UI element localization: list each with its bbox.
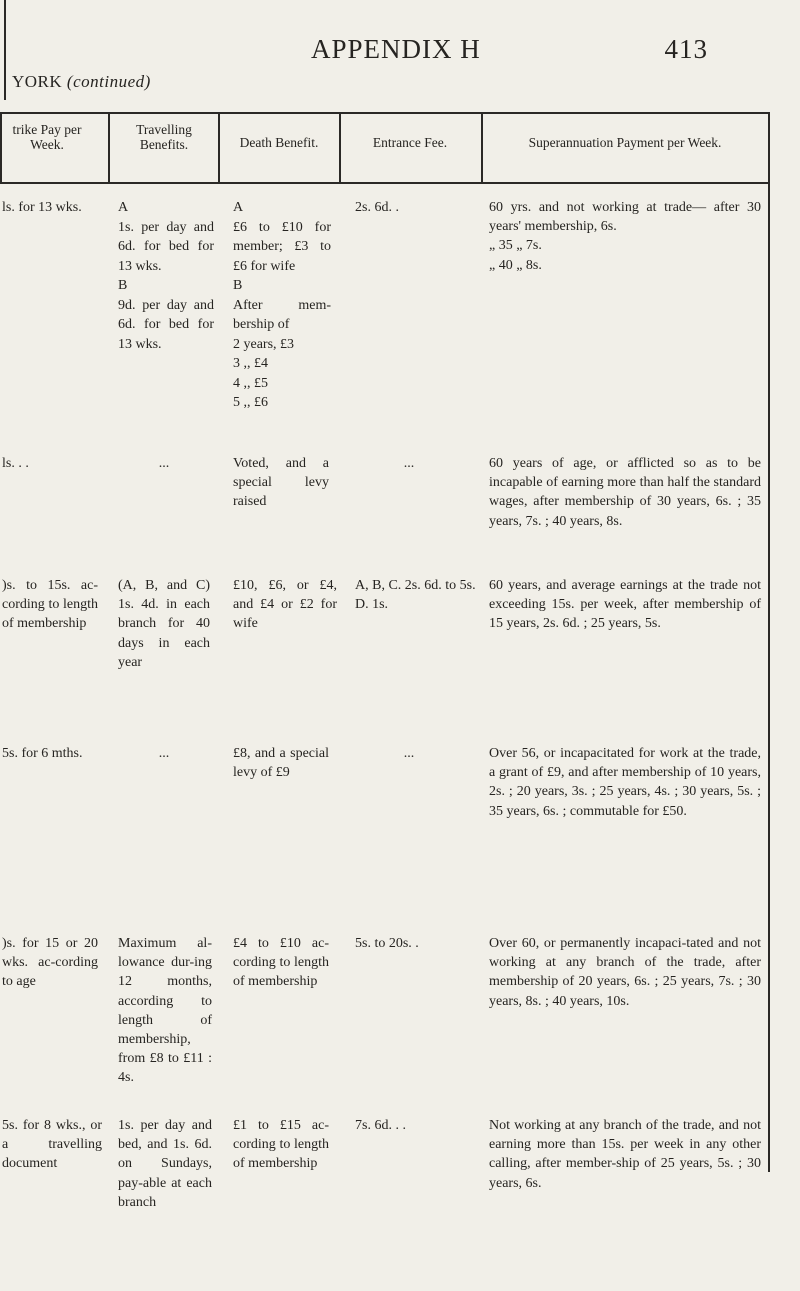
table-cell-superannuation: Over 56, or incapacitated for work at the trade, a grant of £9, and after membership of 10 years, 2s. ; 20 years, 3s. ; 25 years, 4s. ; 30 years, 5s. ; 35 years, 6s. ; commutable for £50. bbox=[489, 746, 761, 819]
table-cell-death-benefit: Voted, and a special levy raised bbox=[233, 456, 329, 510]
table-cell-strike-pay: ls. for 13 wks. bbox=[2, 200, 82, 215]
table-cell-entrance-fee: 7s. 6d. . . bbox=[355, 1118, 406, 1133]
table-cell-entrance-fee: A, B, C. 2s. 6d. to 5s. D. 1s. bbox=[355, 578, 476, 613]
section-title bbox=[12, 72, 151, 92]
header-bottom-rule bbox=[0, 182, 770, 184]
column-header-entrance-fee: Entrance Fee. bbox=[372, 135, 448, 150]
column-header-strike-pay: trike Pay per Week. bbox=[12, 122, 82, 152]
table-cell-superannuation: 60 years, and average earnings at the trade not exceeding 15s. per week, after membership of 15 years, 2s. 6d. ; 25 years, 5s. bbox=[489, 578, 761, 632]
table-cell-superannuation: 60 yrs. and not working at trade— after 30 years' membership, 6s. „ 35 „ 7s. „ 40 „ 8s. bbox=[489, 200, 761, 273]
table-cell-entrance-fee: 5s. to 20s. . bbox=[355, 936, 419, 951]
table-cell-death-benefit: £8, and a special levy of £9 bbox=[233, 746, 329, 781]
column-rule bbox=[339, 112, 341, 182]
page-title: APPENDIX H bbox=[311, 34, 481, 64]
table-cell-travelling: A 1s. per day and 6d. for bed for 13 wks. B 9d. per day and 6d. for bed for 13 wks. bbox=[118, 200, 214, 352]
table-cell-entrance-fee: ... bbox=[403, 746, 415, 761]
benefits-table bbox=[2, 112, 784, 1210]
table-cell-strike-pay: ls. . . bbox=[2, 456, 29, 471]
section-name: YORK bbox=[12, 72, 63, 91]
table-cell-death-benefit: £4 to £10 ac-cording to length of membership bbox=[233, 936, 329, 990]
table-cell-strike-pay: 5s. for 8 wks., or a travelling document bbox=[2, 1118, 102, 1172]
column-rule bbox=[481, 112, 483, 182]
column-header-death-benefit: Death Benefit. bbox=[239, 135, 319, 150]
table-cell-travelling: ... bbox=[158, 746, 170, 761]
table-cell-superannuation: Not working at any branch of the trade, and not earning more than 15s. per week in any other calling, after member-ship of 25 years, 5s. ; 30 years, 6s. bbox=[489, 1118, 761, 1191]
table-cell-travelling: (A, B, and C) 1s. 4d. in each branch for 40 days in each year bbox=[118, 578, 210, 670]
column-rule bbox=[108, 112, 110, 182]
table-cell-strike-pay: 5s. for 6 mths. bbox=[2, 746, 83, 761]
column-rule bbox=[218, 112, 220, 182]
page-number: 413 bbox=[664, 34, 708, 64]
section-note: (continued) bbox=[66, 72, 151, 91]
table-cell-superannuation: Over 60, or permanently incapaci-tated and not working at any branch of the trade, after membership of 20 years, 6s. ; 25 years, 7s. ; 30 years, 8s. ; 40 years, 10s. bbox=[489, 936, 761, 1009]
table-cell-entrance-fee: 2s. 6d. . bbox=[355, 200, 399, 215]
column-rule bbox=[768, 112, 770, 1172]
table-cell-death-benefit: A £6 to £10 for member; £3 to £6 for wife B After mem-bership of 2 years, £3 3 ,, £4 4 ,, £5 5 ,, £6 bbox=[233, 200, 331, 410]
table-cell-travelling: ... bbox=[158, 456, 170, 471]
table-cell-strike-pay: )s. for 15 or 20 wks. ac-cording to age bbox=[2, 936, 98, 990]
column-header-superannuation: Superannuation Payment per Week. bbox=[528, 135, 722, 150]
column-header-travelling: Travelling Benefits. bbox=[136, 122, 192, 152]
table-cell-entrance-fee: ... bbox=[403, 456, 415, 471]
table-cell-strike-pay: )s. to 15s. ac-cording to length of membership bbox=[2, 578, 98, 632]
page-header bbox=[0, 34, 800, 65]
table-top-rule bbox=[0, 112, 770, 114]
table-cell-death-benefit: £10, £6, or £4, and £4 or £2 for wife bbox=[233, 578, 337, 632]
table-cell-travelling: Maximum al-lowance dur-ing 12 months, according to length of membership, from £8 to £11 : 4s. bbox=[118, 936, 212, 1086]
table-cell-superannuation: 60 years of age, or afflicted so as to be incapable of earning more than half the standard wages, after membership of 30 years, 6s. ; 35 years, 7s. ; 40 years, 8s. bbox=[489, 456, 761, 529]
table-cell-travelling: 1s. per day and bed, and 1s. 6d. on Sundays, pay-able at each branch bbox=[118, 1118, 212, 1210]
table-cell-death-benefit: £1 to £15 ac-cording to length of membership bbox=[233, 1118, 329, 1172]
